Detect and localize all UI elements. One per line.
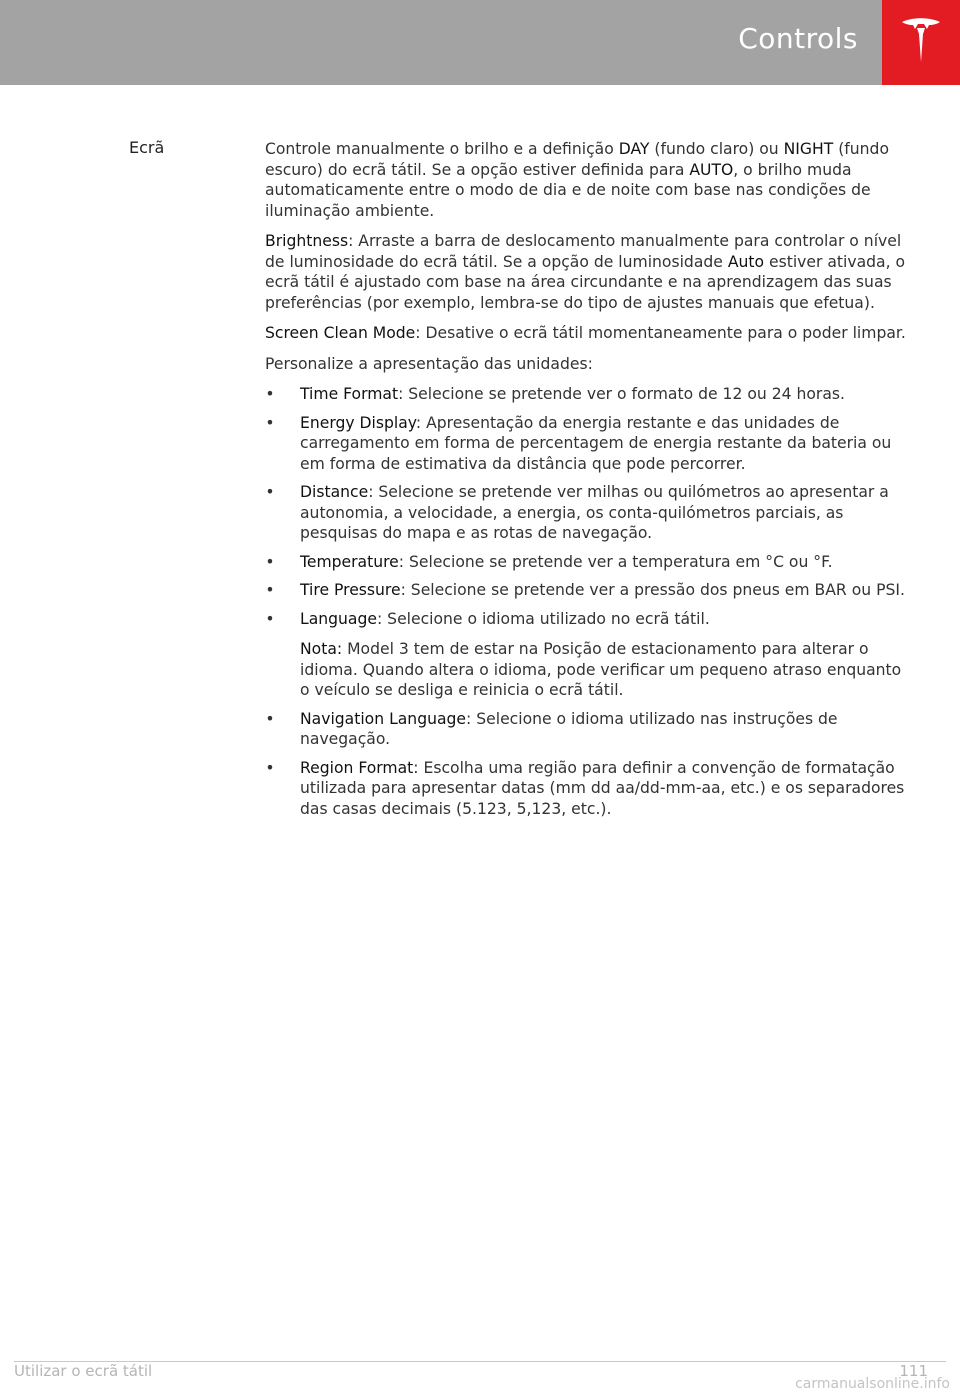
screen-clean-term: Screen Clean Mode: [265, 324, 416, 342]
day-term: DAY: [618, 140, 650, 158]
bullet-icon: •: [265, 609, 275, 628]
list-item: • Time Format: Selecione se pretende ver o formato de 12 ou 24 horas.: [265, 385, 845, 403]
brightness-term: Brightness: [265, 232, 349, 250]
logo-box: [882, 0, 960, 85]
bullet-icon: •: [265, 413, 275, 432]
footer-section-title: Utilizar o ecrã tátil: [14, 1362, 153, 1380]
list-item: • Navigation Language: Selecione o idioma utilizado nas instruções de navegação.: [265, 709, 838, 748]
list-item: • Distance: Selecione se pretende ver milhas ou quilómetros ao apresentar a autonomia, a velocidade, a energia, os conta-quilómetros parciais, as pesquisas do mapa e as rotas de navegação.: [265, 483, 889, 542]
list-item: • Temperature: Selecione se pretende ver a temperatura em °C ou °F.: [265, 552, 833, 571]
bullet-icon: •: [265, 385, 275, 403]
bullet-icon: •: [265, 581, 275, 599]
auto-term: AUTO: [689, 160, 734, 179]
brightness-paragraph: Brightness: Arraste a barra de deslocamento manualmente para controlar o nível de luminosidade do ecrã tátil. Se a opção de luminosidade Auto estiver ativada, o ecrã tátil é ajustado com base na área circundante e na aprendizagem das suas preferências (por exemplo, lembra-se do tipo de ajustes manuais que efetua).: [265, 232, 906, 312]
list-item: • Language: Selecione o idioma utilizado no ecrã tátil. Nota: Model 3 tem de estar na Posição de estacionamento para alterar o idioma. Quando altera o idioma, pode verificar um pequeno atraso enquanto o veículo se desliga e reinicia o ecrã tátil.: [265, 609, 915, 701]
list-item: • Energy Display: Apresentação da energia restante e das unidades de carregamento em forma de percentagem de energia restante da bateria ou em forma de estimativa da distância que pode percorrer.: [265, 413, 892, 473]
bullet-icon: •: [265, 483, 275, 501]
units-intro: Personalize a apresentação das unidades:: [265, 354, 593, 373]
language-note: Nota: Model 3 tem de estar na Posição de estacionamento para alterar o idioma. Quando altera o idioma, pode verificar um pequeno atraso enquanto o veículo se desliga e reinicia o ecrã tátil.: [300, 640, 902, 699]
bullet-icon: •: [265, 552, 275, 571]
section-label: Ecrã: [129, 138, 165, 157]
night-term: NIGHT: [783, 140, 834, 158]
section-content: [265, 139, 915, 827]
page-number: 111: [899, 1362, 928, 1380]
list-item: • Region Format: Escolha uma região para definir a convenção de formatação utilizada para apresentar datas (mm dd aa/dd-mm-aa, etc.) e os separadores das casas decimais (5.123, 5,123, etc.).: [265, 758, 905, 818]
footer-divider: [14, 1361, 946, 1362]
watermark: carmanualsonline.info: [795, 1376, 950, 1392]
screen-clean-paragraph: Screen Clean Mode: Desative o ecrã tátil momentaneamente para o poder limpar.: [265, 324, 906, 342]
note-label: Nota:: [300, 640, 343, 658]
bullet-icon: •: [265, 758, 275, 777]
auto-option-term: Auto: [727, 252, 765, 271]
tesla-logo-icon: [900, 16, 942, 68]
list-item: • Tire Pressure: Selecione se pretende ver a pressão dos pneus em BAR ou PSI.: [265, 581, 905, 599]
intro-paragraph: Controle manualmente o brilho e a definição DAY (fundo claro) ou NIGHT (fundo escuro) do ecrã tátil. Se a opção estiver definida para AUTO, o brilho muda automaticamente entre o modo de dia e de noite com base nas condições de iluminação ambiente.: [265, 140, 889, 220]
bullet-icon: •: [265, 709, 275, 728]
page-title: Controls: [738, 22, 858, 55]
units-list: [265, 384, 915, 819]
